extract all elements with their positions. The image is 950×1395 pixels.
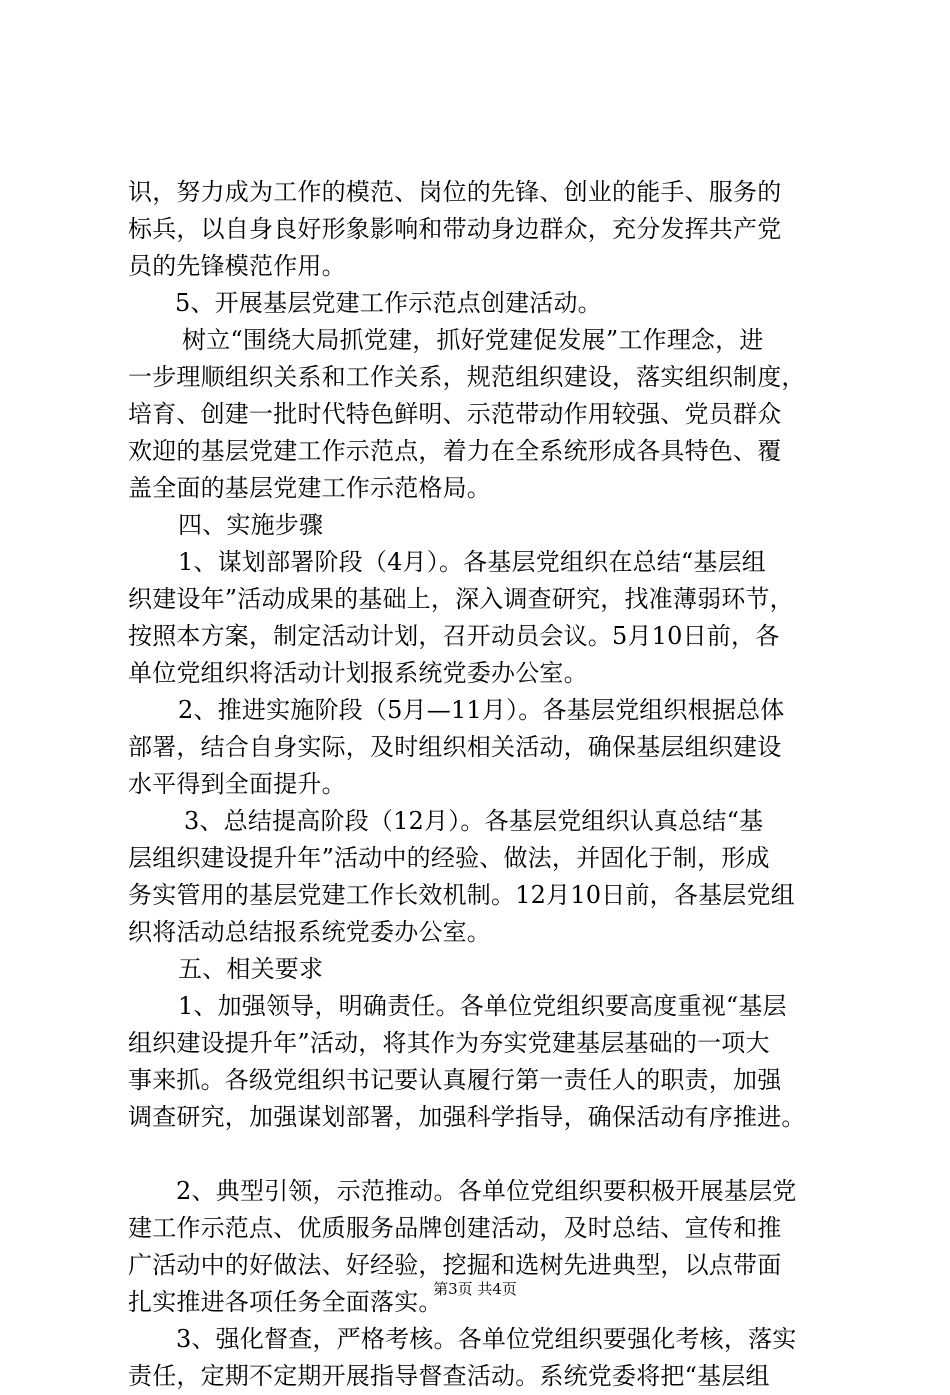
text-line: 水平得到全面提升。 xyxy=(128,770,346,798)
text-line: 部署，结合自身实际，及时组织相关活动，确保基层组织建设 xyxy=(128,733,782,761)
text-line: 2、推进实施阶段（5月—11月）。各基层党组织根据总体 xyxy=(178,696,785,724)
text-line: 欢迎的基层党建工作示范点，着力在全系统形成各具特色、覆 xyxy=(128,437,782,465)
blank-line xyxy=(128,1136,840,1173)
text-line: 盖全面的基层党建工作示范格局。 xyxy=(128,474,491,502)
page-footer: 第3页 共4页 xyxy=(433,1280,517,1298)
text-line: 标兵，以自身良好形象影响和带动身边群众，充分发挥共产党 xyxy=(128,215,782,243)
text-line: 3、总结提高阶段（12月）。各基层党组织认真总结“基 xyxy=(184,807,764,835)
text-line: 五、相关要求 xyxy=(178,955,324,983)
text-line: 员的先锋模范作用。 xyxy=(128,252,346,280)
text-line: 调查研究，加强谋划部署，加强科学指导，确保活动有序推进。 xyxy=(128,1103,806,1131)
text-line: 培育、创建一批时代特色鲜明、示范带动作用较强、党员群众 xyxy=(128,400,782,428)
text-line: 织将活动总结报系统党委办公室。 xyxy=(128,918,491,946)
document-body xyxy=(128,174,840,1395)
text-line: 识，努力成为工作的模范、岗位的先锋、创业的能手、服务的 xyxy=(128,178,782,206)
text-line: 2、典型引领，示范推动。各单位党组织要积极开展基层党 xyxy=(176,1177,797,1205)
text-line: 按照本方案，制定活动计划，召开动员会议。5月10日前，各 xyxy=(128,622,780,650)
text-line: 单位党组织将活动计划报系统党委办公室。 xyxy=(128,659,588,687)
text-line: 组织建设提升年”活动，将其作为夯实党建基层基础的一项大 xyxy=(128,1029,770,1057)
text-line: 事来抓。各级党组织书记要认真履行第一责任人的职责，加强 xyxy=(128,1066,782,1094)
text-line: 建工作示范点、优质服务品牌创建活动，及时总结、宣传和推 xyxy=(128,1214,782,1242)
text-line: 一步理顺组织关系和工作关系，规范组织建设，落实组织制度， xyxy=(128,363,806,391)
text-line: 层组织建设提升年”活动中的经验、做法，并固化于制，形成 xyxy=(128,844,770,872)
text-line: 3、强化督查，严格考核。各单位党组织要强化考核，落实 xyxy=(176,1325,797,1353)
text-line: 树立“围绕大局抓党建，抓好党建促发展”工作理念，进 xyxy=(182,326,764,354)
text-line: 务实管用的基层党建工作长效机制。12月10日前，各基层党组 xyxy=(128,881,795,909)
text-line: 责任，定期不定期开展指导督查活动。系统党委将把“基层组 xyxy=(128,1362,770,1390)
text-line: 扎实推进各项任务全面落实。 xyxy=(128,1288,443,1316)
text-line: 四、实施步骤 xyxy=(178,511,324,539)
text-line: 广活动中的好做法、好经验，挖掘和选树先进典型，以点带面 xyxy=(128,1251,782,1279)
text-line: 1、谋划部署阶段（4月）。各基层党组织在总结“基层组 xyxy=(178,548,767,576)
text-line: 织建设年”活动成果的基础上，深入调查研究，找准薄弱环节， xyxy=(128,585,794,613)
text-line: 1、加强领导，明确责任。各单位党组织要高度重视“基层 xyxy=(178,992,787,1020)
text-line: 5、开展基层党建工作示范点创建活动。 xyxy=(175,289,602,317)
